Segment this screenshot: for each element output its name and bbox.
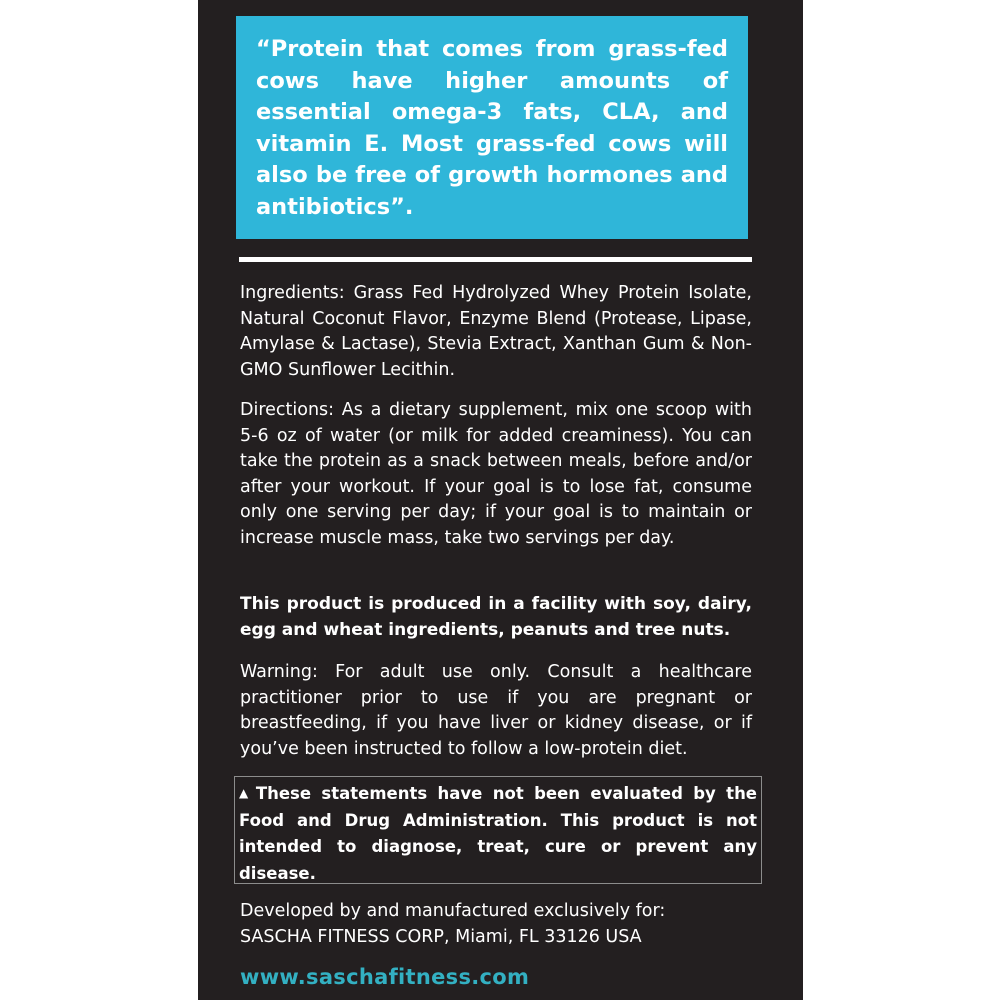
fda-disclaimer-text: These statements have not been evaluated by the Food and Drug Administration. This product is not intended to diagnose, treat, cure or prevent any disease. [239,784,758,883]
website-link: www.saschafitness.com [240,965,530,989]
manufacturer-info [240,898,665,950]
manufacturer-line-2: SASCHA FITNESS CORP, Miami, FL 33126 USA [240,927,642,947]
ingredients-text: Ingredients: Grass Fed Hydrolyzed Whey Protein Isolate, Natural Coconut Flavor, Enzyme Blend (Protease, Lipase, Amylase & Lactase), Stevia Extract, Xanthan Gum & Non-GMO Sunflower Lecithin. [240,283,752,380]
warning-text: Warning: For adult use only. Consult a healthcare practitioner prior to use if you are pregnant or breastfeeding, if you have liver or kidney disease, or if you’ve been instructed to follow a low-protein diet. [240,662,752,759]
quote-text: “Protein that comes from grass-fed cows have higher amounts of essential omega-3 fats, CLA, and vitamin E. Most grass-fed cows will also be free of growth hormones and antibiotics”. [256,36,728,220]
directions-text: Directions: As a dietary supplement, mix one scoop with 5-6 oz of water (or milk for added creaminess). You can take the protein as a snack between meals, before and/or after your workout. If your goal is to lose fat, consume only one serving per day; if your goal is to maintain or increase muscle mass, take two servings per day. [240,400,752,548]
divider-rule [239,257,752,262]
allergen-statement: This product is produced in a facility with soy, dairy, egg and wheat ingredients, peanuts and tree nuts. [240,594,752,640]
fda-disclaimer-box [234,776,762,884]
fda-disclaimer [239,780,757,887]
product-label-panel [198,0,803,1000]
manufacturer-line-1: Developed by and manufactured exclusively for: [240,901,666,921]
quote-box [236,16,748,239]
triangle-icon: ▲ [239,786,253,800]
